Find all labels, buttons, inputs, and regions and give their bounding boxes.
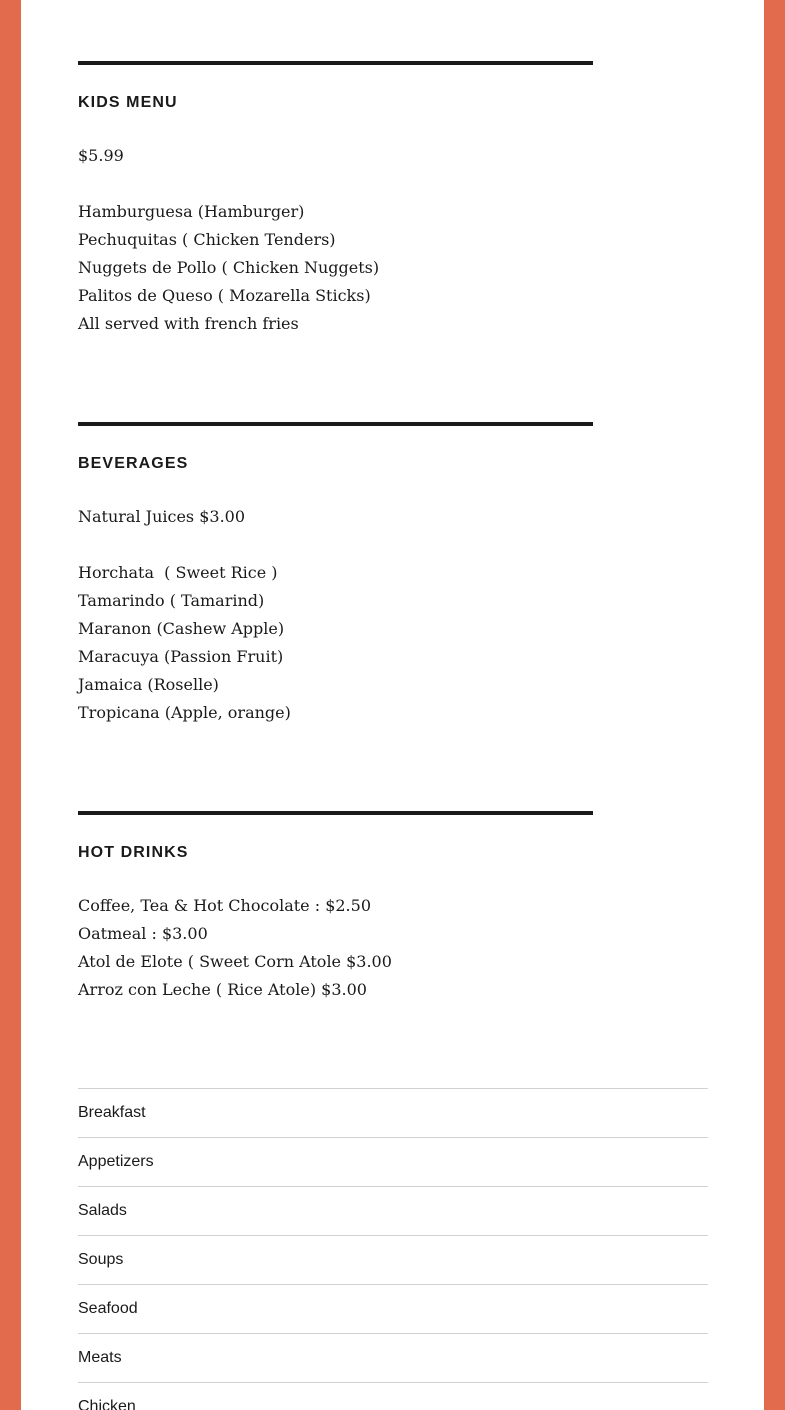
section-divider: [78, 61, 593, 65]
beverage-item: Tamarindo ( Tamarind): [78, 591, 265, 610]
page-content-area: [21, 0, 764, 1410]
nav-item-seafood[interactable]: Seafood: [78, 1285, 708, 1334]
section-divider: [78, 811, 593, 815]
kids-menu-item: Hamburguesa (Hamburger): [78, 202, 305, 221]
hot-drink-item: Arroz con Leche ( Rice Atole) $3.00: [78, 980, 367, 999]
beverage-item: Maracuya (Passion Fruit): [78, 647, 284, 666]
beverage-item: Jamaica (Roselle): [78, 675, 219, 694]
beverage-item: Maranon (Cashew Apple): [78, 619, 285, 638]
nav-item-salads[interactable]: Salads: [78, 1187, 708, 1236]
nav-item-meats[interactable]: Meats: [78, 1334, 708, 1383]
hot-drinks-heading: HOT DRINKS: [78, 844, 189, 861]
kids-menu-note: All served with french fries: [78, 314, 299, 333]
beverages-heading: BEVERAGES: [78, 455, 189, 472]
menu-category-nav: [78, 1088, 708, 1410]
kids-menu-item: Pechuquitas ( Chicken Tenders): [78, 230, 336, 249]
kids-menu-heading: KIDS MENU: [78, 94, 178, 111]
kids-menu-item: Nuggets de Pollo ( Chicken Nuggets): [78, 258, 380, 277]
section-divider: [78, 422, 593, 426]
beverage-item: Horchata ( Sweet Rice ): [78, 563, 278, 582]
hot-drink-item: Atol de Elote ( Sweet Corn Atole $3.00: [78, 952, 392, 971]
nav-item-chicken[interactable]: Chicken: [78, 1383, 708, 1410]
kids-menu-price: $5.99: [78, 146, 124, 165]
beverage-item: Tropicana (Apple, orange): [78, 703, 291, 722]
nav-item-breakfast[interactable]: Breakfast: [78, 1089, 708, 1138]
kids-menu-item: Palitos de Queso ( Mozarella Sticks): [78, 286, 371, 305]
beverages-price: Natural Juices $3.00: [78, 507, 246, 526]
hot-drink-item: Coffee, Tea & Hot Chocolate : $2.50: [78, 896, 371, 915]
nav-item-soups[interactable]: Soups: [78, 1236, 708, 1285]
nav-item-appetizers[interactable]: Appetizers: [78, 1138, 708, 1187]
hot-drink-item: Oatmeal : $3.00: [78, 924, 208, 943]
